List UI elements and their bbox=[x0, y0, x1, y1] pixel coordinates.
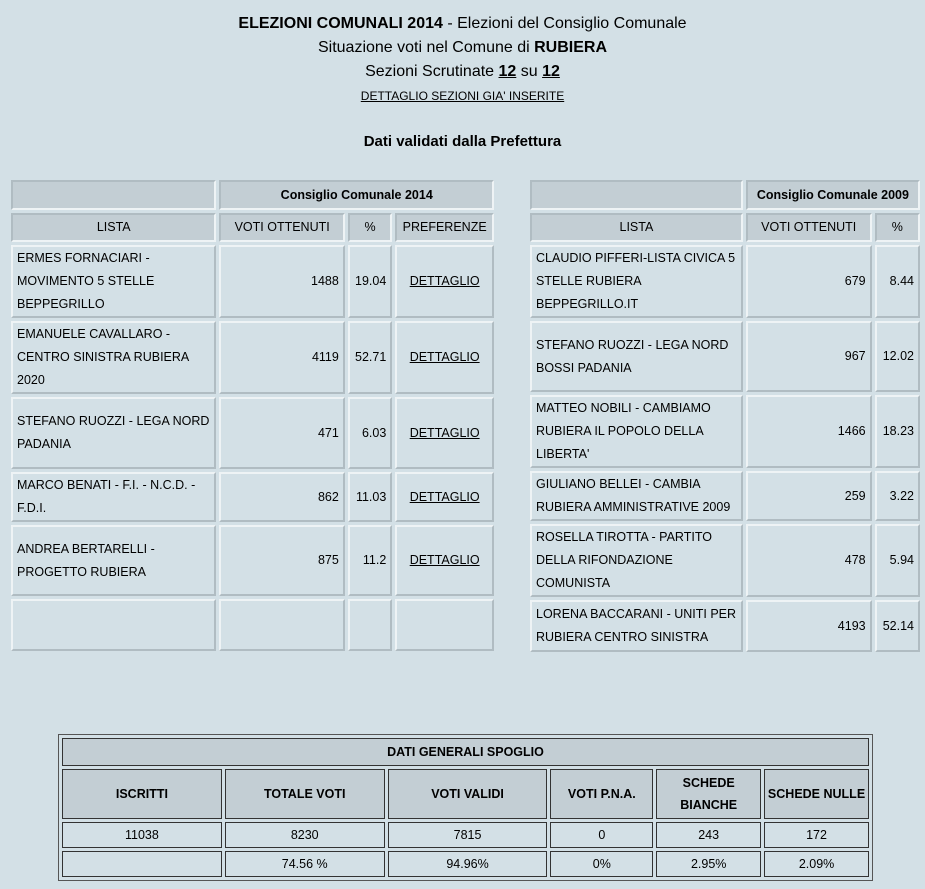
col-iscritti: ISCRITTI bbox=[62, 769, 222, 819]
schede-nulle-percent: 2.09% bbox=[764, 851, 869, 877]
pct-value: 19.04 bbox=[348, 245, 392, 318]
detail-sections-link[interactable]: DETTAGLIO SEZIONI GIA' INSERITE bbox=[360, 89, 565, 103]
col-schede-nulle: SCHEDE NULLE bbox=[764, 769, 869, 819]
pct-value: 52.14 bbox=[875, 600, 920, 652]
page-header bbox=[0, 12, 925, 108]
pct-value: 3.22 bbox=[875, 471, 920, 521]
table-row bbox=[530, 524, 920, 597]
col-voti-validi: VOTI VALIDI bbox=[388, 769, 548, 819]
summary-title: DATI GENERALI SPOGLIO bbox=[62, 738, 869, 766]
sezioni-mid: su bbox=[516, 63, 543, 80]
election-subtitle: - Elezioni del Consiglio Comunale bbox=[442, 15, 687, 32]
situazione-line bbox=[0, 36, 925, 60]
pct-value: 11.03 bbox=[348, 472, 392, 522]
col-schede-bianche: SCHEDE BIANCHE bbox=[656, 769, 761, 819]
lista-name: ERMES FORNACIARI - MOVIMENTO 5 STELLE BEPPEGRILLO bbox=[11, 245, 216, 318]
table-row bbox=[530, 395, 920, 468]
empty-cell bbox=[348, 599, 392, 651]
voti-validi-percent: 94.96% bbox=[388, 851, 548, 877]
dettaglio-link[interactable]: DETTAGLIO bbox=[395, 472, 494, 522]
sezioni-line bbox=[0, 60, 925, 84]
blank-header-cell bbox=[530, 180, 743, 210]
situazione-label: Situazione voti nel Comune di bbox=[317, 39, 535, 56]
election-title: ELEZIONI COMUNALI 2014 bbox=[238, 15, 443, 32]
lista-name: MATTEO NOBILI - CAMBIAMO RUBIERA IL POPOLO DELLA LIBERTA' bbox=[530, 395, 743, 468]
schede-nulle-value: 172 bbox=[764, 822, 869, 848]
sezioni-total: 12 bbox=[542, 63, 560, 80]
table-row bbox=[11, 397, 494, 469]
col-totale-voti: TOTALE VOTI bbox=[225, 769, 385, 819]
dettaglio-link[interactable]: DETTAGLIO bbox=[395, 397, 494, 469]
pct-value: 52.71 bbox=[348, 321, 392, 394]
lista-name: EMANUELE CAVALLARO - CENTRO SINISTRA RUBIERA 2020 bbox=[11, 321, 216, 394]
col-pct: % bbox=[348, 213, 392, 242]
iscritti-value: 11038 bbox=[62, 822, 222, 848]
voti-pna-value: 0 bbox=[550, 822, 653, 848]
lista-name: LORENA BACCARANI - UNITI PER RUBIERA CENTRO SINISTRA bbox=[530, 600, 743, 652]
group-header-2014: Consiglio Comunale 2014 bbox=[219, 180, 494, 210]
pct-value: 11.2 bbox=[348, 525, 392, 596]
empty-cell bbox=[219, 599, 344, 651]
sezioni-done: 12 bbox=[498, 63, 517, 80]
voti-validi-value: 7815 bbox=[388, 822, 548, 848]
table-row bbox=[11, 245, 494, 318]
dettaglio-link[interactable]: DETTAGLIO bbox=[395, 525, 494, 596]
col-pct: % bbox=[875, 213, 920, 242]
empty-cell bbox=[11, 599, 216, 651]
table-2014 bbox=[8, 177, 497, 654]
col-voti: VOTI OTTENUTI bbox=[746, 213, 872, 242]
pct-value: 12.02 bbox=[875, 321, 920, 392]
voti-value: 1488 bbox=[219, 245, 344, 318]
col-lista: LISTA bbox=[530, 213, 743, 242]
pct-value: 6.03 bbox=[348, 397, 392, 469]
table-row-empty bbox=[11, 599, 494, 651]
table-row bbox=[11, 472, 494, 522]
schede-bianche-value: 243 bbox=[656, 822, 761, 848]
schede-bianche-percent: 2.95% bbox=[656, 851, 761, 877]
summary-percent-row bbox=[62, 851, 869, 877]
voti-value: 471 bbox=[219, 397, 344, 469]
dettaglio-link[interactable]: DETTAGLIO bbox=[395, 245, 494, 318]
blank-header-cell bbox=[11, 180, 216, 210]
lista-name: ROSELLA TIROTTA - PARTITO DELLA RIFONDAZIONE COMUNISTA bbox=[530, 524, 743, 597]
table-row bbox=[530, 600, 920, 652]
lista-name: CLAUDIO PIFFERI-LISTA CIVICA 5 STELLE RUBIERA BEPPEGRILLO.IT bbox=[530, 245, 743, 318]
iscritti-percent bbox=[62, 851, 222, 877]
pct-value: 5.94 bbox=[875, 524, 920, 597]
summary-table bbox=[59, 735, 872, 880]
lista-name: ANDREA BERTARELLI - PROGETTO RUBIERA bbox=[11, 525, 216, 596]
pct-value: 8.44 bbox=[875, 245, 920, 318]
page-subtitle: Dati validati dalla Prefettura bbox=[363, 133, 562, 150]
table-row bbox=[11, 525, 494, 596]
lista-name: MARCO BENATI - F.I. - N.C.D. - F.D.I. bbox=[11, 472, 216, 522]
voti-value: 1466 bbox=[746, 395, 872, 468]
sezioni-label: Sezioni Scrutinate bbox=[365, 63, 499, 80]
lista-name: STEFANO RUOZZI - LEGA NORD PADANIA bbox=[11, 397, 216, 469]
col-lista: LISTA bbox=[11, 213, 216, 242]
voti-value: 875 bbox=[219, 525, 344, 596]
totale-voti-percent: 74.56 % bbox=[225, 851, 385, 877]
totale-voti-value: 8230 bbox=[225, 822, 385, 848]
lista-name: GIULIANO BELLEI - CAMBIA RUBIERA AMMINISTRATIVE 2009 bbox=[530, 471, 743, 521]
voti-value: 679 bbox=[746, 245, 872, 318]
col-preferenze: PREFERENZE bbox=[395, 213, 494, 242]
title-line bbox=[0, 12, 925, 36]
voti-value: 4119 bbox=[219, 321, 344, 394]
voti-value: 259 bbox=[746, 471, 872, 521]
table-2009 bbox=[527, 177, 923, 655]
col-voti: VOTI OTTENUTI bbox=[219, 213, 344, 242]
table-row bbox=[530, 471, 920, 521]
pct-value: 18.23 bbox=[875, 395, 920, 468]
voti-value: 4193 bbox=[746, 600, 872, 652]
table-row bbox=[530, 321, 920, 392]
summary-panel bbox=[58, 734, 873, 881]
dettaglio-link[interactable]: DETTAGLIO bbox=[395, 321, 494, 394]
voti-pna-percent: 0% bbox=[550, 851, 653, 877]
table-row bbox=[530, 245, 920, 318]
empty-cell bbox=[395, 599, 494, 651]
table-row bbox=[11, 321, 494, 394]
lista-name: STEFANO RUOZZI - LEGA NORD BOSSI PADANIA bbox=[530, 321, 743, 392]
summary-values-row bbox=[62, 822, 869, 848]
voti-value: 862 bbox=[219, 472, 344, 522]
voti-value: 967 bbox=[746, 321, 872, 392]
col-voti-pna: VOTI P.N.A. bbox=[550, 769, 653, 819]
group-header-2009: Consiglio Comunale 2009 bbox=[746, 180, 920, 210]
comune-name: RUBIERA bbox=[534, 39, 607, 56]
voti-value: 478 bbox=[746, 524, 872, 597]
